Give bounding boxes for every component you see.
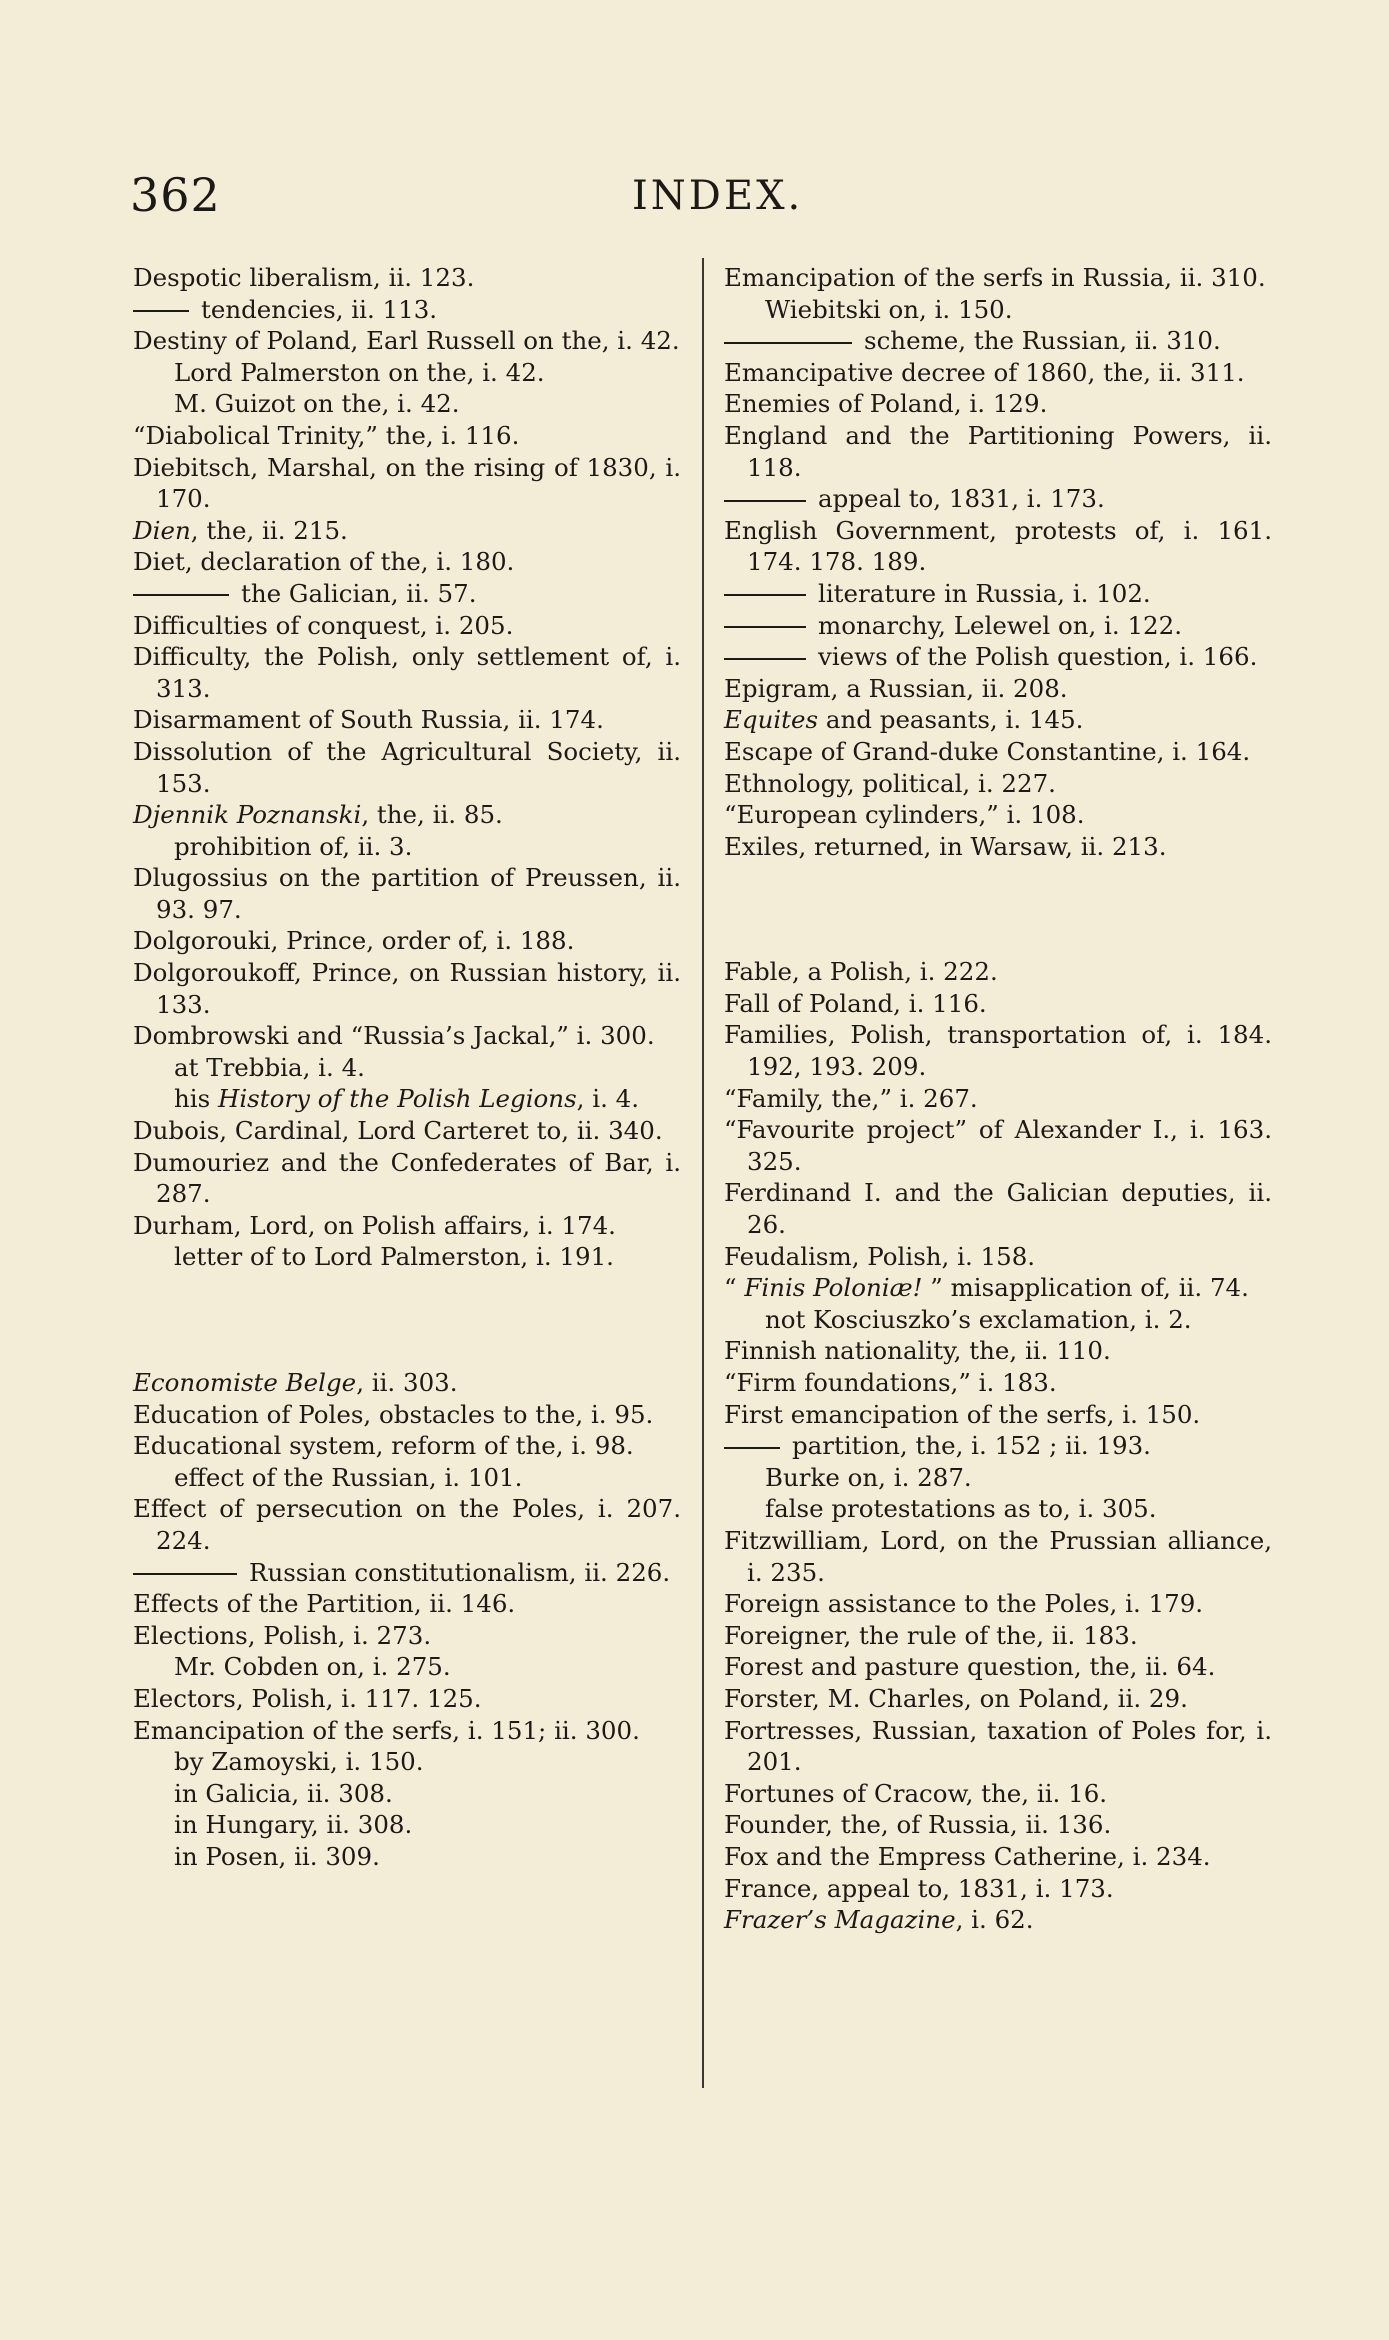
- index-entry: First emancipation of the serfs, i. 150.: [724, 1399, 1201, 1429]
- index-entry: Emancipation of the serfs, i. 151; ii. 300.: [133, 1715, 640, 1745]
- index-subentry: Mr. Cobden on, i. 275.: [174, 1652, 451, 1682]
- index-entry: Destiny of Poland, Earl Russell on the, i. 42.: [133, 326, 680, 356]
- index-entry: Fortresses, Russian, taxation of Poles for, i. 201.: [724, 1715, 1272, 1777]
- index-subentry: his History of the Polish Legions, i. 4.: [174, 1084, 640, 1114]
- index-entry: Feudalism, Polish, i. 158.: [724, 1241, 1036, 1271]
- index-subentry: Burke on, i. 287.: [765, 1462, 972, 1492]
- ditto-dash: [724, 626, 806, 628]
- index-entry: Dolgorouki, Prince, order of, i. 188.: [133, 926, 575, 956]
- index-subentry: in Posen, ii. 309.: [174, 1841, 380, 1871]
- index-entry: Durham, Lord, on Polish affairs, i. 174.: [133, 1210, 616, 1240]
- index-entry: scheme, the Russian, ii. 310.: [724, 325, 1272, 357]
- index-entry: Families, Polish, transportation of, i. 184. 192, 193. 209.: [724, 1020, 1272, 1082]
- index-entry: Fable, a Polish, i. 222.: [724, 957, 998, 987]
- index-subentry: in Hungary, ii. 308.: [174, 1810, 413, 1840]
- running-head: INDEX.: [632, 173, 804, 219]
- index-entry: Dombrowski and “Russia’s Jackal,” i. 300.: [133, 1021, 655, 1051]
- index-entry: Ferdinand I. and the Galician deputies, ii. 26.: [724, 1178, 1272, 1240]
- index-entry: Dissolution of the Agricultural Society, ii. 153.: [133, 736, 681, 798]
- index-entry: Dien, the, ii. 215.: [133, 515, 348, 545]
- index-entry: Fortunes of Cracow, the, ii. 16.: [724, 1778, 1108, 1808]
- index-entry: “Firm foundations,” i. 183.: [724, 1368, 1057, 1397]
- index-entry: the Galician, ii. 57.: [133, 578, 681, 610]
- index-entry: Fox and the Empress Catherine, i. 234.: [724, 1841, 1211, 1871]
- ditto-dash: [724, 1447, 780, 1449]
- index-entry: Electors, Polish, i. 117. 125.: [133, 1683, 482, 1713]
- page-number: 362: [130, 168, 221, 222]
- index-entry: monarchy, Lelewel on, i. 122.: [724, 610, 1272, 642]
- ditto-dash: [724, 342, 852, 344]
- index-entry: Dumouriez and the Confederates of Bar, i. 287.: [133, 1147, 681, 1209]
- index-entry: Foreign assistance to the Poles, i. 179.: [724, 1589, 1204, 1619]
- index-entry: Frazer’s Magazine, i. 62.: [724, 1905, 1034, 1935]
- index-entry: Effect of persecution on the Poles, i. 207. 224.: [133, 1494, 681, 1555]
- ditto-dash: [724, 594, 806, 596]
- index-entry: Ethnology, political, i. 227.: [724, 768, 1056, 798]
- index-entry: Despotic liberalism, ii. 123.: [133, 263, 475, 292]
- index-entry: views of the Polish question, i. 166.: [724, 641, 1272, 673]
- index-entry: appeal to, 1831, i. 173.: [724, 483, 1272, 515]
- index-entry: Foreigner, the rule of the, ii. 183.: [724, 1620, 1138, 1650]
- index-entry: Economiste Belge, ii. 303.: [133, 1368, 458, 1397]
- index-entry: “ Finis Poloniæ! ” misapplication of, ii. 74.: [724, 1273, 1249, 1303]
- index-entry: “Favourite project” of Alexander I., i. 163. 325.: [724, 1115, 1272, 1176]
- index-entry: Equites and peasants, i. 145.: [724, 705, 1084, 735]
- index-entry: Russian constitutionalism, ii. 226.: [133, 1557, 681, 1589]
- index-entry: Dubois, Cardinal, Lord Carteret to, ii. 340.: [133, 1116, 663, 1146]
- index-entry: Dolgoroukoff, Prince, on Russian history, ii. 133.: [133, 958, 681, 1019]
- index-entry: Emancipation of the serfs in Russia, ii. 310.: [724, 263, 1266, 292]
- index-entry: “European cylinders,” i. 108.: [724, 800, 1085, 830]
- index-entry: Founder, the, of Russia, ii. 136.: [724, 1810, 1112, 1840]
- index-subentry: false protestations as to, i. 305.: [765, 1494, 1157, 1524]
- index-entry: Diebitsch, Marshal, on the rising of 1830, i. 170.: [133, 452, 681, 514]
- index-entry: Disarmament of South Russia, ii. 174.: [133, 705, 604, 735]
- index-subentry: in Galicia, ii. 308.: [174, 1778, 393, 1808]
- index-entry: France, appeal to, 1831, i. 173.: [724, 1873, 1114, 1903]
- index-entry: Forest and pasture question, the, ii. 64.: [724, 1652, 1216, 1682]
- index-entry: England and the Partitioning Powers, ii. 118.: [724, 420, 1272, 482]
- index-entry: “Family, the,” i. 267.: [724, 1083, 978, 1113]
- index-entry: Education of Poles, obstacles to the, i. 95.: [133, 1399, 654, 1429]
- index-entry: Diet, declaration of the, i. 180.: [133, 547, 515, 577]
- index-entry: Difficulties of conquest, i. 205.: [133, 610, 514, 640]
- index-subentry: not Kosciuszko’s exclamation, i. 2.: [765, 1304, 1192, 1334]
- index-subentry: at Trebbia, i. 4.: [174, 1052, 365, 1082]
- ditto-dash: [724, 658, 806, 660]
- index-entry: Forster, M. Charles, on Poland, ii. 29.: [724, 1683, 1188, 1713]
- index-entry: Emancipative decree of 1860, the, ii. 311.: [724, 357, 1245, 387]
- index-entry: “Diabolical Trinity,” the, i. 116.: [133, 420, 520, 450]
- index-subentry: by Zamoyski, i. 150.: [174, 1747, 424, 1777]
- index-entry: partition, the, i. 152 ; ii. 193.: [724, 1430, 1272, 1462]
- index-column-left: [133, 262, 681, 1873]
- index-subentry: Lord Palmerston on the, i. 42.: [174, 357, 545, 387]
- column-divider: [702, 258, 704, 2088]
- index-subentry: prohibition of, ii. 3.: [174, 831, 413, 861]
- index-entry: Djennik Poznanski, the, ii. 85.: [133, 800, 503, 830]
- index-subentry: M. Guizot on the, i. 42.: [174, 389, 460, 419]
- ditto-dash: [133, 1573, 237, 1575]
- index-entry: Finnish nationality, the, ii. 110.: [724, 1336, 1111, 1366]
- index-subentry: effect of the Russian, i. 101.: [174, 1462, 523, 1492]
- ditto-dash: [724, 500, 806, 502]
- index-subentry: letter of to Lord Palmerston, i. 191.: [174, 1242, 614, 1272]
- index-entry: literature in Russia, i. 102.: [724, 578, 1272, 610]
- index-column-right: [724, 262, 1272, 1936]
- index-entry: Escape of Grand-duke Constantine, i. 164.: [724, 736, 1251, 766]
- index-entry: Enemies of Poland, i. 129.: [724, 389, 1048, 419]
- index-subentry: Wiebitski on, i. 150.: [765, 294, 1013, 324]
- index-entry: Educational system, reform of the, i. 98.: [133, 1431, 634, 1461]
- index-entry: Epigram, a Russian, ii. 208.: [724, 673, 1068, 703]
- index-entry: Fall of Poland, i. 116.: [724, 988, 987, 1018]
- index-entry: Elections, Polish, i. 273.: [133, 1620, 432, 1650]
- index-entry: Difficulty, the Polish, only settlement of, i. 313.: [133, 642, 681, 703]
- index-entry: Effects of the Partition, ii. 146.: [133, 1589, 516, 1619]
- index-entry: tendencies, ii. 113.: [133, 294, 681, 326]
- index-entry: Fitzwilliam, Lord, on the Prussian alliance, i. 235.: [724, 1525, 1272, 1587]
- index-entry: Exiles, returned, in Warsaw, ii. 213.: [724, 831, 1167, 861]
- index-entry: Dlugossius on the partition of Preussen, ii. 93. 97.: [133, 863, 681, 924]
- index-entry: English Government, protests of, i. 161. 174. 178. 189.: [724, 515, 1272, 577]
- ditto-dash: [133, 594, 229, 596]
- ditto-dash: [133, 310, 189, 312]
